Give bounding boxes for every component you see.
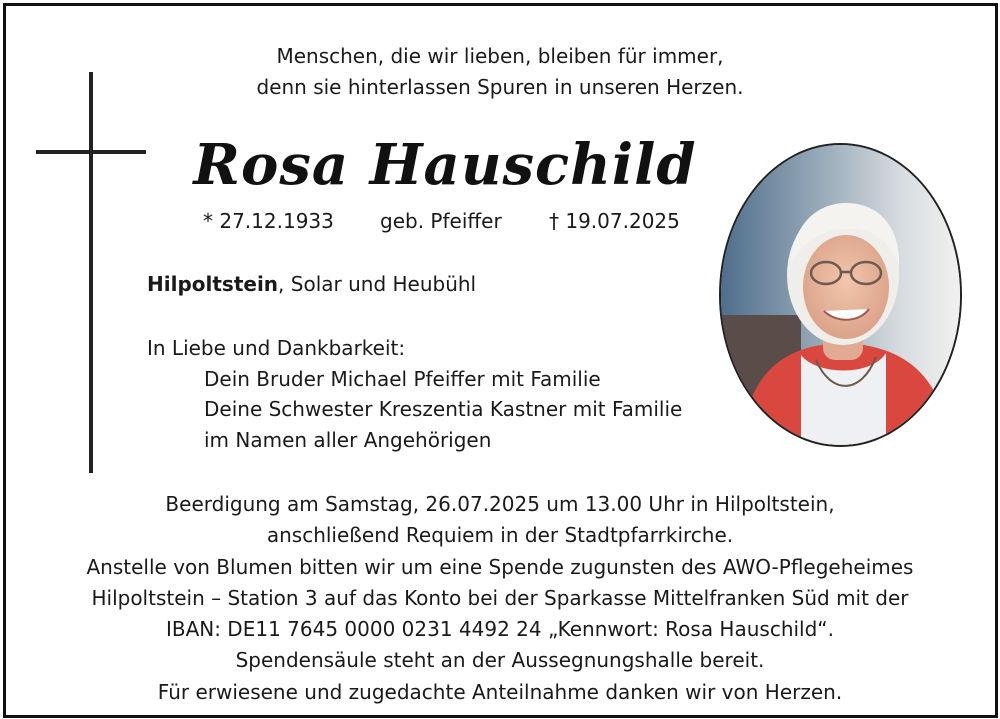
maiden-name: geb. Pfeiffer bbox=[380, 209, 502, 233]
mourner-line: Dein Bruder Michael Pfeiffer mit Familie bbox=[204, 366, 601, 391]
mourners-intro: In Liebe und Dankbarkeit: bbox=[147, 336, 406, 360]
cross-icon-bar bbox=[36, 150, 146, 154]
info-line: Anstelle von Blumen bitten wir um eine Spende zugunsten des AWO-Pflegeheimes bbox=[86, 554, 914, 579]
mourners-block bbox=[147, 333, 682, 455]
birth-date: * 27.12.1933 bbox=[203, 209, 334, 233]
death-date: † 19.07.2025 bbox=[549, 209, 680, 233]
mourner-line: Deine Schwester Kreszentia Kastner mit Familie bbox=[204, 397, 683, 421]
info-line: anschließend Requiem in der Stadtpfarrkirche. bbox=[266, 523, 734, 548]
verse-line-1: Menschen, die wir lieben, bleiben für immer, bbox=[276, 44, 724, 68]
info-line: Hilpoltstein – Station 3 auf das Konto bei der Sparkasse Mittelfranken Süd mit der bbox=[91, 585, 909, 610]
portrait-illustration bbox=[721, 145, 962, 447]
funeral-info bbox=[0, 489, 1000, 708]
info-line: Beerdigung am Samstag, 26.07.2025 um 13.00 Uhr in Hilpoltstein, bbox=[165, 492, 835, 516]
info-line: IBAN: DE11 7645 0000 0231 4492 24 „Kennwort: Rosa Hauschild“. bbox=[165, 617, 835, 642]
memorial-verse bbox=[0, 41, 1000, 103]
info-line: Für erwiesene und zugedachte Anteilnahme danken wir von Herzen. bbox=[157, 679, 843, 704]
cross-icon bbox=[89, 72, 93, 473]
residence bbox=[147, 270, 476, 298]
portrait-photo bbox=[719, 143, 962, 447]
info-line: Spendensäule steht an der Aussegnungshalle bereit. bbox=[235, 648, 765, 673]
mourner-line: im Namen aller Angehörigen bbox=[204, 427, 492, 452]
residence-city: Hilpoltstein bbox=[147, 272, 279, 296]
deceased-name: Rosa Hauschild bbox=[193, 132, 697, 198]
residence-rest: , Solar und Heubühl bbox=[278, 272, 477, 296]
verse-line-2: denn sie hinterlassen Spuren in unseren Herzen. bbox=[256, 75, 744, 99]
